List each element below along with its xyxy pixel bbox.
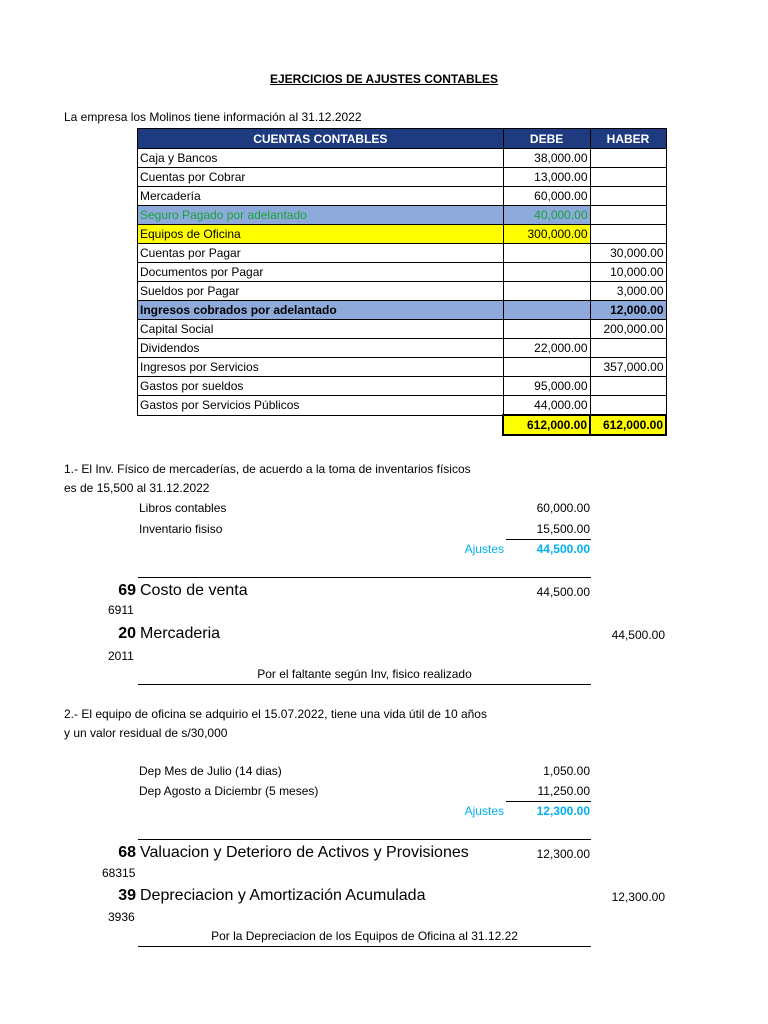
cuenta-cell: Ingresos cobrados por adelantado [138, 301, 504, 320]
table-row-highlight-yellow [138, 225, 667, 244]
table-row-highlight-blue [138, 301, 667, 320]
debe-cell [503, 244, 590, 263]
debe-cell: 22,000.00 [503, 339, 590, 358]
total-haber: 612,000.00 [590, 415, 666, 435]
cuenta-cell: Gastos por Servicios Públicos [138, 396, 504, 416]
cuenta-cell: Gastos por sueldos [138, 377, 504, 396]
ex2-credit-code: 39 [118, 887, 136, 904]
table-row [138, 282, 667, 301]
ex2-calc-value: 1,050.00 [543, 764, 590, 778]
ex2-gloss: Por la Depreciacion de los Equipos de Oficina al 31.12.22 [211, 929, 518, 943]
accounts-table [137, 128, 667, 436]
debe-cell: 44,000.00 [503, 396, 590, 416]
debe-cell [503, 301, 590, 320]
ex2-entry-topline [138, 839, 591, 840]
ex1-calc-value: 60,000.00 [536, 501, 590, 515]
ex2-calc-label: Dep Agosto a Diciembr (5 meses) [139, 784, 319, 798]
debe-cell [503, 263, 590, 282]
haber-cell [590, 187, 666, 206]
ex1-ajustes-label: Ajustes [464, 542, 504, 556]
ex1-debit-sub: 6911 [108, 603, 134, 617]
table-row [138, 244, 667, 263]
debe-cell [503, 282, 590, 301]
ex2-debit-code: 68 [118, 844, 136, 861]
ex2-calc-value: 11,250.00 [537, 784, 590, 798]
table-row [138, 168, 667, 187]
haber-cell: 10,000.00 [590, 263, 666, 282]
ex1-credit-sub: 2011 [108, 649, 134, 663]
ex2-statement-line2: y un valor residual de s/30,000 [64, 726, 228, 740]
table-row [138, 358, 667, 377]
table-row-highlight-blue [138, 206, 667, 225]
ex2-credit-name: Depreciacion y Amortización Acumulada [140, 887, 426, 904]
intro-text: La empresa los Molinos tiene información al 31.12.2022 [64, 110, 362, 124]
ex1-statement-line1: 1.- El Inv. Físico de mercaderías, de acuerdo a la toma de inventarios físicos [64, 462, 471, 476]
cuenta-cell: Equipos de Oficina [138, 225, 504, 244]
haber-cell [590, 206, 666, 225]
cuenta-cell: Cuentas por Pagar [138, 244, 504, 263]
ex1-debit-name: Costo de venta [140, 582, 248, 599]
ex1-calc-label: Inventario fisiso [139, 522, 223, 536]
ex1-entry-bottomline [138, 684, 591, 685]
header-debe: DEBE [503, 129, 590, 149]
ex2-ajustes-value: 12,300.00 [536, 804, 590, 818]
debe-cell: 38,000.00 [503, 149, 590, 168]
ex1-debit-amount: 44,500.00 [536, 585, 590, 599]
haber-cell [590, 377, 666, 396]
page-title: EJERCICIOS DE AJUSTES CONTABLES [269, 72, 499, 86]
haber-cell [590, 225, 666, 244]
cuenta-cell: Caja y Bancos [138, 149, 504, 168]
ex1-credit-code: 20 [118, 625, 136, 642]
ex1-credit-name: Mercaderia [140, 625, 221, 642]
table-row [138, 263, 667, 282]
ex1-credit-amount: 44,500.00 [611, 628, 665, 642]
ex2-calc-label: Dep Mes de Julio (14 dias) [139, 764, 282, 778]
haber-cell: 30,000.00 [590, 244, 666, 263]
debe-cell: 60,000.00 [503, 187, 590, 206]
haber-cell: 12,000.00 [590, 301, 666, 320]
haber-cell: 357,000.00 [590, 358, 666, 377]
ex1-entry-topline [138, 577, 591, 578]
debe-cell: 95,000.00 [503, 377, 590, 396]
cuenta-cell: Dividendos [138, 339, 504, 358]
ex2-credit-amount: 12,300.00 [611, 890, 665, 904]
haber-cell [590, 149, 666, 168]
ex2-debit-sub: 68315 [102, 866, 136, 880]
ex1-ajustes-value: 44,500.00 [536, 542, 590, 556]
cuenta-cell: Capital Social [138, 320, 504, 339]
ex1-calc-label: Libros contables [139, 501, 227, 515]
ex1-calc-underline [506, 539, 591, 540]
cuenta-cell: Sueldos por Pagar [138, 282, 504, 301]
haber-cell [590, 339, 666, 358]
debe-cell: 300,000.00 [503, 225, 590, 244]
debe-cell [503, 320, 590, 339]
ex2-debit-amount: 12,300.00 [536, 847, 590, 861]
header-cuentas: CUENTAS CONTABLES [138, 129, 504, 149]
haber-cell [590, 396, 666, 416]
cuenta-cell: Mercadería [138, 187, 504, 206]
table-row [138, 149, 667, 168]
ex1-statement-line2: es de 15,500 al 31.12.2022 [64, 481, 210, 495]
debe-cell [503, 358, 590, 377]
cuenta-cell: Seguro Pagado por adelantado [138, 206, 504, 225]
ex1-calc-value: 15,500.00 [536, 522, 590, 536]
ex2-entry-bottomline [138, 946, 591, 947]
ex2-debit-name: Valuacion y Deterioro de Activos y Provisiones [140, 844, 469, 861]
haber-cell: 3,000.00 [590, 282, 666, 301]
ex2-credit-sub: 3936 [108, 910, 135, 924]
debe-cell: 40,000.00 [503, 206, 590, 225]
haber-cell [590, 168, 666, 187]
table-row [138, 320, 667, 339]
cuenta-cell: Cuentas por Cobrar [138, 168, 504, 187]
header-haber: HABER [590, 129, 666, 149]
ex2-calc-underline [506, 801, 591, 802]
table-header-row [138, 129, 667, 149]
table-row [138, 339, 667, 358]
debe-cell: 13,000.00 [503, 168, 590, 187]
cuenta-cell: Documentos por Pagar [138, 263, 504, 282]
ex2-ajustes-label: Ajustes [464, 804, 504, 818]
total-row [138, 415, 667, 435]
total-spacer [138, 415, 504, 435]
haber-cell: 200,000.00 [590, 320, 666, 339]
ex2-statement-line1: 2.- El equipo de oficina se adquirio el 15.07.2022, tiene una vida útil de 10 años [64, 707, 487, 721]
total-debe: 612,000.00 [503, 415, 590, 435]
table-row [138, 396, 667, 416]
ex1-debit-code: 69 [118, 582, 136, 599]
table-row [138, 187, 667, 206]
table-row [138, 377, 667, 396]
ex1-gloss: Por el faltante según Inv, fisico realizado [257, 667, 472, 681]
cuenta-cell: Ingresos por Servicios [138, 358, 504, 377]
